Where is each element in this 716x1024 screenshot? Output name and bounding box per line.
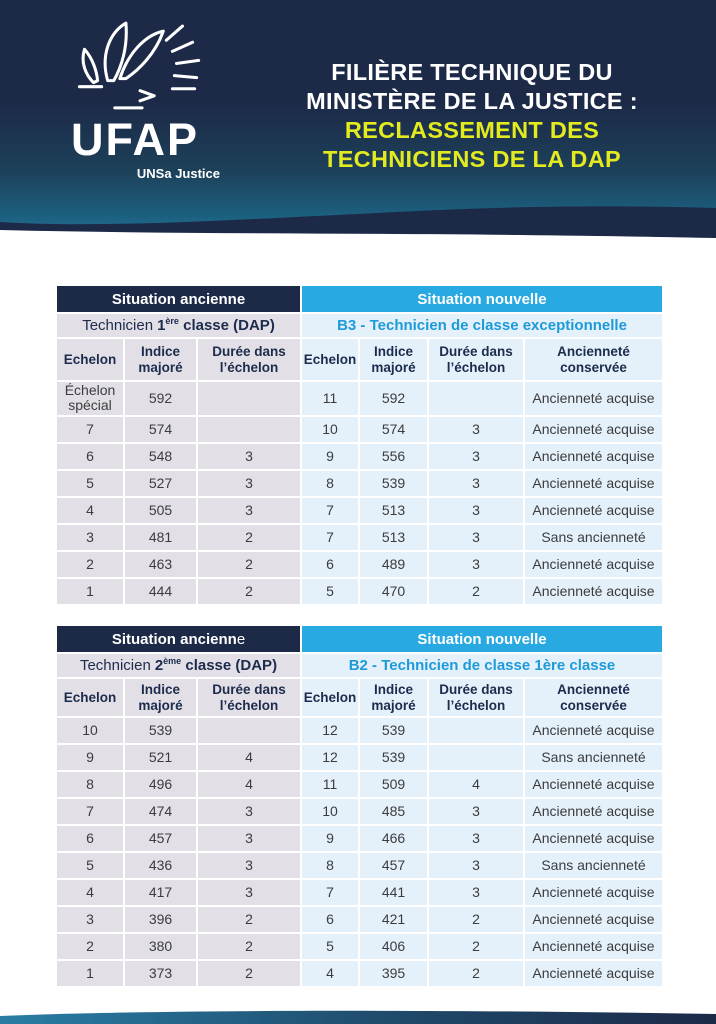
value-cell: 556: [360, 444, 427, 469]
value-cell: 457: [125, 826, 196, 851]
table-row: [57, 552, 662, 577]
situation-nouvelle-header: [302, 626, 662, 652]
table-row: [57, 444, 662, 469]
echelon-cell: 1: [57, 579, 123, 604]
value-cell: 396: [125, 907, 196, 932]
anciennete-cell: Ancienneté acquise: [525, 961, 662, 986]
table-subtitle-row: [57, 654, 662, 677]
new-grade-subtitle: B3 - Technicien de classe exceptionnelle: [302, 314, 662, 337]
value-cell: 457: [360, 853, 427, 878]
value-cell: 548: [125, 444, 196, 469]
value-cell: 481: [125, 525, 196, 550]
value-cell: 12: [302, 745, 358, 770]
value-cell: 489: [360, 552, 427, 577]
situation-ancienne-header: [57, 286, 300, 312]
title-line-1: FILIÈRE TECHNIQUE DU: [331, 59, 613, 85]
value-cell: 527: [125, 471, 196, 496]
value-cell: 2: [198, 525, 300, 550]
table-row: [57, 961, 662, 986]
value-cell: 4: [429, 772, 523, 797]
value-cell: 539: [360, 471, 427, 496]
echelon-cell: 1: [57, 961, 123, 986]
anciennete-cell: Ancienneté acquise: [525, 718, 662, 743]
old-grade-number: 2: [154, 657, 164, 674]
value-cell: 7: [302, 880, 358, 905]
situation-ancienne-header: [57, 626, 300, 652]
value-cell: 485: [360, 799, 427, 824]
value-cell: 3: [429, 471, 523, 496]
situation-nouvelle-label: Situation nouvelle: [417, 290, 547, 308]
value-cell: 3: [429, 417, 523, 442]
situation-nouvelle-header: [302, 286, 662, 312]
value-cell: 470: [360, 579, 427, 604]
value-cell: 444: [125, 579, 196, 604]
column-header-row: [57, 339, 662, 380]
table-row: [57, 907, 662, 932]
value-cell: [198, 718, 300, 743]
value-cell: 406: [360, 934, 427, 959]
value-cell: 3: [198, 826, 300, 851]
echelon-cell: 5: [57, 853, 123, 878]
value-cell: 10: [302, 417, 358, 442]
col-echelon-old: Echelon: [57, 339, 123, 380]
value-cell: 3: [198, 880, 300, 905]
column-header-row: [57, 679, 662, 716]
table-row: [57, 417, 662, 442]
table-subtitle-row: [57, 314, 662, 337]
value-cell: 513: [360, 525, 427, 550]
anciennete-cell: Ancienneté acquise: [525, 417, 662, 442]
value-cell: [429, 745, 523, 770]
col-indice-new: Indice majoré: [360, 679, 427, 716]
table-row: [57, 579, 662, 604]
anciennete-cell: Ancienneté acquise: [525, 907, 662, 932]
old-grade-subtitle: [57, 314, 300, 337]
value-cell: 592: [125, 382, 196, 415]
value-cell: 2: [429, 961, 523, 986]
value-cell: 2: [198, 907, 300, 932]
value-cell: 4: [198, 745, 300, 770]
old-grade-subtitle: [57, 654, 300, 677]
table-row: [57, 934, 662, 959]
anciennete-cell: Ancienneté acquise: [525, 826, 662, 851]
col-duree-new: Durée dans l’échelon: [429, 679, 523, 716]
value-cell: [429, 718, 523, 743]
value-cell: 2: [198, 934, 300, 959]
echelon-cell: Échelon spécial: [57, 382, 123, 415]
value-cell: 8: [302, 853, 358, 878]
reclassement-table-2: [57, 626, 662, 986]
echelon-cell: 3: [57, 907, 123, 932]
value-cell: 474: [125, 799, 196, 824]
value-cell: 9: [302, 444, 358, 469]
value-cell: 3: [429, 525, 523, 550]
value-cell: 3: [429, 853, 523, 878]
col-echelon-old: Echelon: [57, 679, 123, 716]
table-row: [57, 471, 662, 496]
title-line-2: MINISTÈRE DE LA JUSTICE :: [306, 88, 638, 114]
value-cell: 3: [198, 498, 300, 523]
situation-nouvelle-label: Situation nouvelle: [417, 630, 547, 648]
anciennete-cell: Ancienneté acquise: [525, 799, 662, 824]
value-cell: 3: [429, 552, 523, 577]
value-cell: 2: [429, 934, 523, 959]
situation-ancienne-label: Situation ancienne: [111, 290, 246, 308]
echelon-cell: 10: [57, 718, 123, 743]
anciennete-cell: Ancienneté acquise: [525, 471, 662, 496]
value-cell: 574: [360, 417, 427, 442]
header-wave: [0, 198, 716, 250]
table-row: [57, 880, 662, 905]
value-cell: 513: [360, 498, 427, 523]
table-row: [57, 525, 662, 550]
anciennete-cell: Ancienneté acquise: [525, 579, 662, 604]
value-cell: [198, 382, 300, 415]
value-cell: 466: [360, 826, 427, 851]
table-row: [57, 799, 662, 824]
anciennete-cell: Ancienneté acquise: [525, 934, 662, 959]
value-cell: 2: [429, 579, 523, 604]
reclassement-table-1: [57, 286, 662, 604]
dove-flame-icon: [59, 20, 211, 116]
value-cell: 441: [360, 880, 427, 905]
old-grade-rest: classe (DAP): [181, 657, 278, 674]
value-cell: 3: [429, 880, 523, 905]
echelon-cell: 8: [57, 772, 123, 797]
col-echelon-new: Echelon: [302, 679, 358, 716]
echelon-cell: 4: [57, 498, 123, 523]
page-title: [246, 58, 698, 174]
value-cell: 417: [125, 880, 196, 905]
new-grade-subtitle: B2 - Technicien de classe 1ère classe: [302, 654, 662, 677]
old-grade-sup: ère: [165, 316, 179, 326]
value-cell: 12: [302, 718, 358, 743]
value-cell: 3: [429, 826, 523, 851]
value-cell: 373: [125, 961, 196, 986]
rows-container: [57, 382, 662, 604]
value-cell: 496: [125, 772, 196, 797]
value-cell: [429, 382, 523, 415]
value-cell: 574: [125, 417, 196, 442]
value-cell: 5: [302, 579, 358, 604]
table-header-row: [57, 286, 662, 312]
logo-text: UFAP: [70, 114, 199, 165]
value-cell: 3: [198, 799, 300, 824]
value-cell: 11: [302, 382, 358, 415]
col-duree-new: Durée dans l’échelon: [429, 339, 523, 380]
header-banner: [0, 0, 716, 250]
value-cell: 509: [360, 772, 427, 797]
situation-ancienne-label: Situation ancienn: [111, 630, 237, 648]
footer-wave: [0, 1007, 716, 1024]
col-duree-old: Durée dans l’échelon: [198, 679, 300, 716]
value-cell: 592: [360, 382, 427, 415]
col-anciennete: Ancienneté conservée: [525, 679, 662, 716]
value-cell: 2: [429, 907, 523, 932]
table-row: [57, 826, 662, 851]
old-grade-prefix: Technicien: [79, 657, 151, 674]
table-header-row: [57, 626, 662, 652]
old-grade-prefix: Technicien: [82, 317, 154, 334]
value-cell: 6: [302, 552, 358, 577]
value-cell: 505: [125, 498, 196, 523]
anciennete-cell: Sans ancienneté: [525, 525, 662, 550]
value-cell: 6: [302, 907, 358, 932]
value-cell: 421: [360, 907, 427, 932]
anciennete-cell: Sans ancienneté: [525, 853, 662, 878]
echelon-cell: 3: [57, 525, 123, 550]
table-row: [57, 718, 662, 743]
value-cell: 7: [302, 498, 358, 523]
title-line-4: TECHNICIENS DE LA DAP: [323, 146, 621, 172]
value-cell: 2: [198, 961, 300, 986]
value-cell: 3: [429, 799, 523, 824]
value-cell: 380: [125, 934, 196, 959]
value-cell: 11: [302, 772, 358, 797]
value-cell: [198, 417, 300, 442]
col-duree-old: Durée dans l’échelon: [198, 339, 300, 380]
value-cell: 521: [125, 745, 196, 770]
echelon-cell: 6: [57, 826, 123, 851]
old-grade-number: 1: [157, 317, 166, 334]
table-row: [57, 498, 662, 523]
anciennete-cell: Ancienneté acquise: [525, 382, 662, 415]
old-grade-sup: ème: [163, 656, 182, 666]
ufap-logo: [48, 20, 222, 181]
value-cell: 7: [302, 525, 358, 550]
table-row: [57, 745, 662, 770]
echelon-cell: 6: [57, 444, 123, 469]
anciennete-cell: Sans ancienneté: [525, 745, 662, 770]
col-echelon-new: Echelon: [302, 339, 358, 380]
value-cell: 3: [429, 444, 523, 469]
value-cell: 3: [198, 471, 300, 496]
value-cell: 2: [198, 552, 300, 577]
echelon-cell: 5: [57, 471, 123, 496]
rows-container: [57, 718, 662, 986]
situation-ancienne-label-tail: e: [236, 630, 246, 648]
value-cell: 3: [198, 444, 300, 469]
table-row: [57, 853, 662, 878]
anciennete-cell: Ancienneté acquise: [525, 880, 662, 905]
col-indice-old: Indice majoré: [125, 679, 196, 716]
value-cell: 8: [302, 471, 358, 496]
col-indice-new: Indice majoré: [360, 339, 427, 380]
value-cell: 3: [429, 498, 523, 523]
value-cell: 4: [302, 961, 358, 986]
anciennete-cell: Ancienneté acquise: [525, 552, 662, 577]
table-row: [57, 382, 662, 415]
value-cell: 539: [360, 718, 427, 743]
value-cell: 9: [302, 826, 358, 851]
echelon-cell: 7: [57, 417, 123, 442]
value-cell: 395: [360, 961, 427, 986]
value-cell: 539: [125, 718, 196, 743]
value-cell: 10: [302, 799, 358, 824]
echelon-cell: 4: [57, 880, 123, 905]
value-cell: 2: [198, 579, 300, 604]
col-anciennete: Ancienneté conservée: [525, 339, 662, 380]
value-cell: 436: [125, 853, 196, 878]
col-indice-old: Indice majoré: [125, 339, 196, 380]
echelon-cell: 2: [57, 934, 123, 959]
title-line-3: RECLASSEMENT DES: [344, 117, 600, 143]
echelon-cell: 2: [57, 552, 123, 577]
echelon-cell: 9: [57, 745, 123, 770]
value-cell: 463: [125, 552, 196, 577]
value-cell: 4: [198, 772, 300, 797]
logo-subtext: UNSa Justice: [136, 166, 220, 181]
table-row: [57, 772, 662, 797]
old-grade-rest: classe (DAP): [178, 317, 275, 334]
value-cell: 539: [360, 745, 427, 770]
anciennete-cell: Ancienneté acquise: [525, 498, 662, 523]
anciennete-cell: Ancienneté acquise: [525, 444, 662, 469]
echelon-cell: 7: [57, 799, 123, 824]
anciennete-cell: Ancienneté acquise: [525, 772, 662, 797]
value-cell: 3: [198, 853, 300, 878]
value-cell: 5: [302, 934, 358, 959]
